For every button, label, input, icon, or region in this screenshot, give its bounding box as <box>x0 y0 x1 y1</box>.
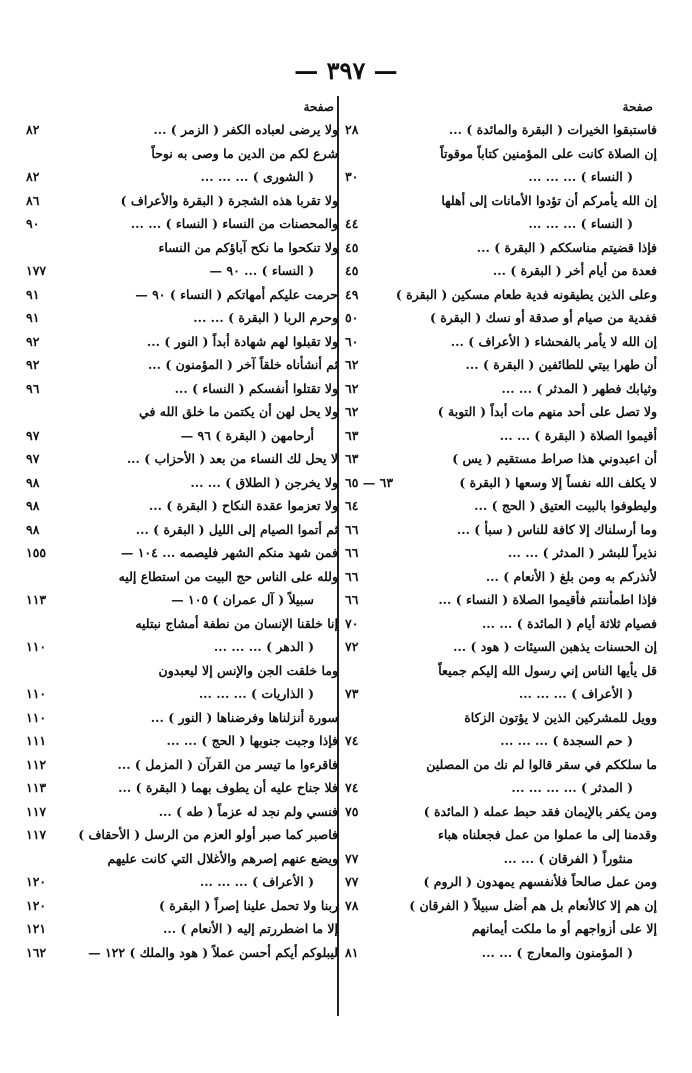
index-entry <box>345 682 657 706</box>
index-entry <box>26 588 338 612</box>
entry-text: ومن يكفر بالإيمان فقد حبط عمله ( المائدة ) <box>423 803 657 819</box>
entry-page-number: ٦٦ <box>345 592 359 607</box>
index-entry <box>26 541 338 565</box>
entry-list <box>345 118 657 964</box>
index-entry <box>26 236 338 260</box>
column-header: صفحة <box>622 100 653 114</box>
entry-text: وويل للمشركين الذين لا يؤتون الزكاة <box>464 709 657 725</box>
entry-page-number: ١٦٢ <box>26 944 47 960</box>
entry-text: فاصبر كما صبر أولو العزم من الرسل ( الأحقاف ) <box>78 827 338 842</box>
entry-text: إن الله لا يأمر بالفحشاء ( الأعراف ) ... <box>450 333 657 349</box>
entry-text: سورة أنزلناها وفرضناها ( النور ) ... <box>150 709 338 725</box>
index-entry <box>26 212 338 236</box>
index-entry <box>345 471 657 495</box>
entry-text: وما أرسلناك إلا كافة للناس ( سبأ ) ... <box>456 521 657 537</box>
entry-text: ( الأعراف ) ... ... ... <box>518 686 633 701</box>
entry-text: لا يكلف الله نفساً إلا وسعها ( البقرة ) <box>459 474 657 490</box>
index-entry <box>345 800 657 824</box>
index-entry <box>345 118 657 142</box>
entry-text: ( النساء ) ... ... ... <box>528 216 633 231</box>
index-entry <box>26 941 338 965</box>
entry-text: ولا يحل لهن أن يكتمن ما خلق الله في <box>139 404 338 419</box>
column-header: صفحة <box>303 100 334 114</box>
entry-page-number: ٨١ <box>345 944 359 960</box>
entry-text: وما خلقت الجن والإنس إلا ليعبدون <box>158 662 338 678</box>
entry-page-number: ٢٨ <box>345 122 359 137</box>
entry-page-number: ٦٠ <box>345 333 359 349</box>
index-entry <box>26 283 338 307</box>
entry-page-number: ٨٦ <box>26 192 40 208</box>
index-entry <box>345 729 657 753</box>
entry-page-number: ٦٢ <box>345 357 359 372</box>
entry-page-number: ٧٧ <box>345 850 359 866</box>
entry-page-number: ٧٥ <box>345 803 359 819</box>
index-entry <box>345 377 657 401</box>
index-entry <box>26 353 338 377</box>
entry-page-number: ١١٧ <box>26 803 47 819</box>
entry-text: ( الأعراف ) ... ... ... <box>199 874 314 889</box>
index-entry <box>345 917 657 941</box>
index-entry <box>345 706 657 730</box>
index-entry <box>345 941 657 965</box>
entry-page-number: ٧٢ <box>345 639 359 654</box>
entry-text: ولله على الناس حج البيت من استطاع إليه <box>118 568 338 584</box>
index-entry <box>26 917 338 941</box>
index-entry <box>345 494 657 518</box>
entry-text: ومن عمل صالحاً فلأنفسهم يمهدون ( الروم ) <box>423 874 657 889</box>
index-entry <box>345 400 657 424</box>
entry-page-number: ٩١ <box>26 310 40 325</box>
index-entry <box>26 494 338 518</box>
entry-text: ( المدثر ) ... ... ... ... <box>511 780 633 795</box>
entry-text: ولا تقتلوا أنفسكم ( النساء ) ... <box>174 380 338 396</box>
index-entry <box>26 635 338 659</box>
index-entry <box>26 165 338 189</box>
entry-text: إن هم إلا كالأنعام بل هم أضل سبيلاً ( الفرقان ) <box>409 897 657 913</box>
index-column-left <box>26 96 338 1036</box>
entry-page-number: ٧٧ <box>345 874 359 889</box>
index-entry <box>345 306 657 330</box>
entry-page-number: ٩٨ <box>26 474 40 490</box>
entry-text: ولا تقبلوا لهم شهادة أبداً ( النور ) ... <box>146 333 338 349</box>
index-entry <box>26 377 338 401</box>
entry-text: ( النساء ) ... ٩٠ — <box>209 263 314 278</box>
entry-text: فعدة من أيام أخر ( البقرة ) ... <box>492 263 657 278</box>
entry-text: لا يحل لك النساء من بعد ( الأحزاب ) ... <box>126 451 338 466</box>
entry-page-number: ١٢٠ <box>26 897 47 913</box>
entry-text: وعلى الذين يطيقونه فدية طعام مسكين ( البقرة ) <box>395 286 657 302</box>
entry-page-number: ٩٧ <box>26 427 40 443</box>
entry-text: ( الشورى ) ... ... ... <box>200 169 314 184</box>
index-entry <box>345 659 657 683</box>
entry-text: ( الدهر ) ... ... ... <box>213 639 314 654</box>
index-entry <box>345 212 657 236</box>
index-entry <box>345 823 657 847</box>
entry-text: ويضع عنهم إصرهم والأغلال التي كانت عليهم <box>107 850 338 866</box>
entry-text: ولا يرضى لعباده الكفر ( الزمر ) ... <box>153 122 338 137</box>
entry-page-number: ٧٤ <box>345 780 359 795</box>
entry-page-number: ١١٣ <box>26 592 47 607</box>
index-entry <box>26 306 338 330</box>
entry-page-number: ٦٢ <box>345 404 359 419</box>
entry-page-number: ٦٣ <box>345 451 359 466</box>
entry-text: فإذا قضيتم مناسككم ( البقرة ) ... <box>476 239 657 255</box>
index-entry <box>345 424 657 448</box>
index-entry <box>26 471 338 495</box>
entry-text: نذيراً للبشر ( المدثر ) ... ... <box>507 545 657 560</box>
entry-page-number: ١٧٧ <box>26 263 47 278</box>
entry-text: فاقرءوا ما تيسر من القرآن ( المزمل ) ... <box>117 756 338 772</box>
index-entry <box>26 870 338 894</box>
entry-text: أرحامهن ( البقرة ) ٩٦ — <box>180 427 314 443</box>
index-entry <box>345 447 657 471</box>
entry-list <box>26 118 338 964</box>
entry-page-number: ٦٦ <box>345 545 359 560</box>
index-entry <box>26 259 338 283</box>
index-entry <box>26 894 338 918</box>
entry-text: فاستبقوا الخيرات ( البقرة والمائدة ) ... <box>448 122 657 137</box>
index-entry <box>345 565 657 589</box>
entry-page-number: ٩٨ <box>26 498 40 513</box>
entry-text: إلا على أزواجهم أو ما ملكت أيمانهم <box>471 921 657 936</box>
index-entry <box>345 541 657 565</box>
entry-page-number: ٣٠ <box>345 169 359 184</box>
entry-text: ثم أنشأناه خلقاً آخر ( المؤمنون ) ... <box>147 357 338 372</box>
index-entry <box>26 823 338 847</box>
entry-text: ولا تعزموا عقدة النكاح ( البقرة ) ... <box>148 498 338 513</box>
entry-text: ( النساء ) ... ... ... <box>528 169 633 184</box>
entry-text: أن طهرا بيتي للطائفين ( البقرة ) ... <box>465 357 657 372</box>
entry-text: سبيلاً ( آل عمران ) ١٠٥ — <box>171 592 314 607</box>
entry-page-number: ٩٢ <box>26 357 40 372</box>
entry-page-number: ٩١ <box>26 286 40 302</box>
index-entry <box>26 706 338 730</box>
entry-text: شرع لكم من الدين ما وصى به نوحاً <box>151 145 338 161</box>
entry-text: إن الحسنات يذهبن السيئات ( هود ) ... <box>453 639 657 654</box>
index-entry <box>26 776 338 800</box>
entry-page-number: ١١٠ <box>26 709 47 725</box>
index-entry <box>345 189 657 213</box>
entry-page-number: ٨٢ <box>26 169 40 184</box>
index-entry <box>26 659 338 683</box>
entry-page-number: ١١٢ <box>26 756 47 772</box>
entry-page-number: ١٥٥ <box>26 545 47 560</box>
entry-page-number: ٤٥ <box>345 263 359 278</box>
entry-text: فمن شهد منكم الشهر فليصمه ... ١٠٤ — <box>120 545 338 560</box>
index-entry <box>345 283 657 307</box>
index-entry <box>345 894 657 918</box>
entry-text: ما سلككم في سقر قالوا لم نك من المصلين <box>426 756 657 772</box>
entry-page-number: ٩٦ <box>26 380 40 396</box>
entry-page-number: ١١٠ <box>26 686 47 701</box>
index-entry <box>26 565 338 589</box>
entry-text: إلا ما اضطررتم إليه ( الأنعام ) ... <box>163 921 338 936</box>
entry-text: أقيموا الصلاة ( البقرة ) ... ... <box>499 427 657 443</box>
index-entry <box>26 118 338 142</box>
index-entry <box>345 870 657 894</box>
entry-text: ولا تنكحوا ما نكح آباؤكم من النساء <box>158 239 338 255</box>
entry-page-number: ٧٤ <box>345 733 359 748</box>
entry-text: منثوراً ( الفرقان ) ... ... <box>503 850 633 866</box>
entry-text: حرمت عليكم أمهاتكم ( النساء ) ٩٠ — <box>135 286 338 302</box>
index-entry <box>26 400 338 424</box>
entry-text: وثيابك فطهر ( المدثر ) ... ... <box>501 380 657 396</box>
index-entry <box>345 142 657 166</box>
page-number: — ٣٩٧ — <box>294 56 398 85</box>
index-entry <box>26 682 338 706</box>
entry-text: إنا خلقنا الإنسان من نطفة أمشاج نبتليه <box>135 615 338 631</box>
index-entry <box>345 612 657 636</box>
entry-text: فنسي ولم نجد له عزماً ( طه ) ... <box>158 803 338 819</box>
index-entry <box>26 142 338 166</box>
index-entry <box>26 447 338 471</box>
index-entry <box>26 800 338 824</box>
entry-page-number: ٨٢ <box>26 122 40 137</box>
entry-page-number: ١٢٠ <box>26 874 47 889</box>
index-entry <box>345 518 657 542</box>
entry-page-number: ١٢١ <box>26 921 47 936</box>
entry-text: ( الذاريات ) ... ... ... <box>198 686 314 701</box>
entry-text: لأنذركم به ومن بلغ ( الأنعام ) ... <box>485 568 657 584</box>
entry-page-number: ١١٣ <box>26 780 47 795</box>
entry-text: ( حم السجدة ) ... ... ... <box>500 733 633 748</box>
entry-page-number: ٤٥ <box>345 239 359 255</box>
entry-text: وقدمنا إلى ما عملوا من عمل فجعلناه هباء <box>437 827 657 842</box>
entry-page-number: ٦٦ <box>345 568 359 584</box>
entry-text: ولا تصل على أحد منهم مات أبداً ( التوبة ) <box>437 404 657 419</box>
index-entry <box>345 353 657 377</box>
index-entry <box>345 588 657 612</box>
entry-page-number: ٧٣ <box>345 686 359 701</box>
index-entry <box>26 189 338 213</box>
entry-page-number: ٥٠ <box>345 310 359 325</box>
entry-page-number: ٦٤ <box>345 498 359 513</box>
entry-text: ولا تقربا هذه الشجرة ( البقرة والأعراف ) <box>120 192 338 208</box>
entry-page-number: ٩٠ <box>26 216 40 231</box>
entry-page-number: ٤٩ <box>345 286 359 302</box>
index-entry <box>26 330 338 354</box>
entry-text: ولا يخرجن ( الطلاق ) ... ... <box>190 474 338 490</box>
entry-text: إن الصلاة كانت على المؤمنين كتاباً موقوتاً <box>440 145 657 161</box>
entry-text: ثم أتموا الصيام إلى الليل ( البقرة ) ... <box>135 521 338 537</box>
entry-text: فصيام ثلاثة أيام ( المائدة ) ... ... <box>481 615 657 631</box>
entry-text: وليطوفوا بالبيت العتيق ( الحج ) ... <box>474 498 657 513</box>
index-entry <box>26 753 338 777</box>
entry-text: إن الله يأمركم أن تؤدوا الأمانات إلى أهلها <box>441 192 657 208</box>
index-entry <box>26 847 338 871</box>
index-entry <box>345 236 657 260</box>
entry-page-number: ٧٠ <box>345 615 359 631</box>
entry-text: فإذا اطمأننتم فأقيموا الصلاة ( النساء ) ... <box>438 592 657 607</box>
index-entry <box>26 518 338 542</box>
entry-text: أن اعبدوني هذا صراط مستقيم ( يس ) <box>452 451 657 466</box>
entry-text: ففدية من صيام أو صدقة أو نسك ( البقرة ) <box>429 310 657 325</box>
entry-text: ربنا ولا تحمل علينا إصراً ( البقرة ) <box>158 897 338 913</box>
index-entry <box>345 635 657 659</box>
entry-page-number: ١١٧ <box>26 827 47 842</box>
index-entry <box>345 776 657 800</box>
entry-text: ( المؤمنون والمعارج ) ... ... <box>481 944 633 960</box>
entry-page-number: ٩٢ <box>26 333 40 349</box>
index-column-right <box>345 96 657 1036</box>
entry-page-number: ٩٨ <box>26 521 40 537</box>
entry-page-number: ٩٧ <box>26 451 40 466</box>
entry-page-number: ١١٠ <box>26 639 47 654</box>
entry-page-number: ٦٣ <box>345 427 359 443</box>
index-entry <box>345 165 657 189</box>
index-entry <box>345 753 657 777</box>
entry-text: قل يأيها الناس إني رسول الله إليكم جميعاً <box>438 662 657 678</box>
index-entry <box>345 847 657 871</box>
entry-text: ليبلوكم أيكم أحسن عملاً ( هود والملك ) ١٢٢ — <box>88 944 338 960</box>
index-entry <box>345 330 657 354</box>
entry-text: فإذا وجبت جنوبها ( الحج ) ... ... <box>166 733 338 748</box>
entry-page-number: ٤٤ <box>345 216 359 231</box>
index-entry <box>26 612 338 636</box>
entry-page-number: ٦٣ — ٦٥ <box>345 474 394 490</box>
entry-page-number: ٦٢ <box>345 380 359 396</box>
entry-page-number: ٧٨ <box>345 897 359 913</box>
index-entry <box>345 259 657 283</box>
entry-text: فلا جناح عليه أن يطوف بهما ( البقرة ) ... <box>118 780 338 795</box>
entry-page-number: ١١١ <box>26 733 47 748</box>
entry-text: وحرم الربا ( البقرة ) ... ... <box>193 310 338 325</box>
entry-page-number: ٦٦ <box>345 521 359 537</box>
entry-text: والمحصنات من النساء ( النساء ) ... ... <box>130 216 338 231</box>
index-entry <box>26 424 338 448</box>
index-entry <box>26 729 338 753</box>
